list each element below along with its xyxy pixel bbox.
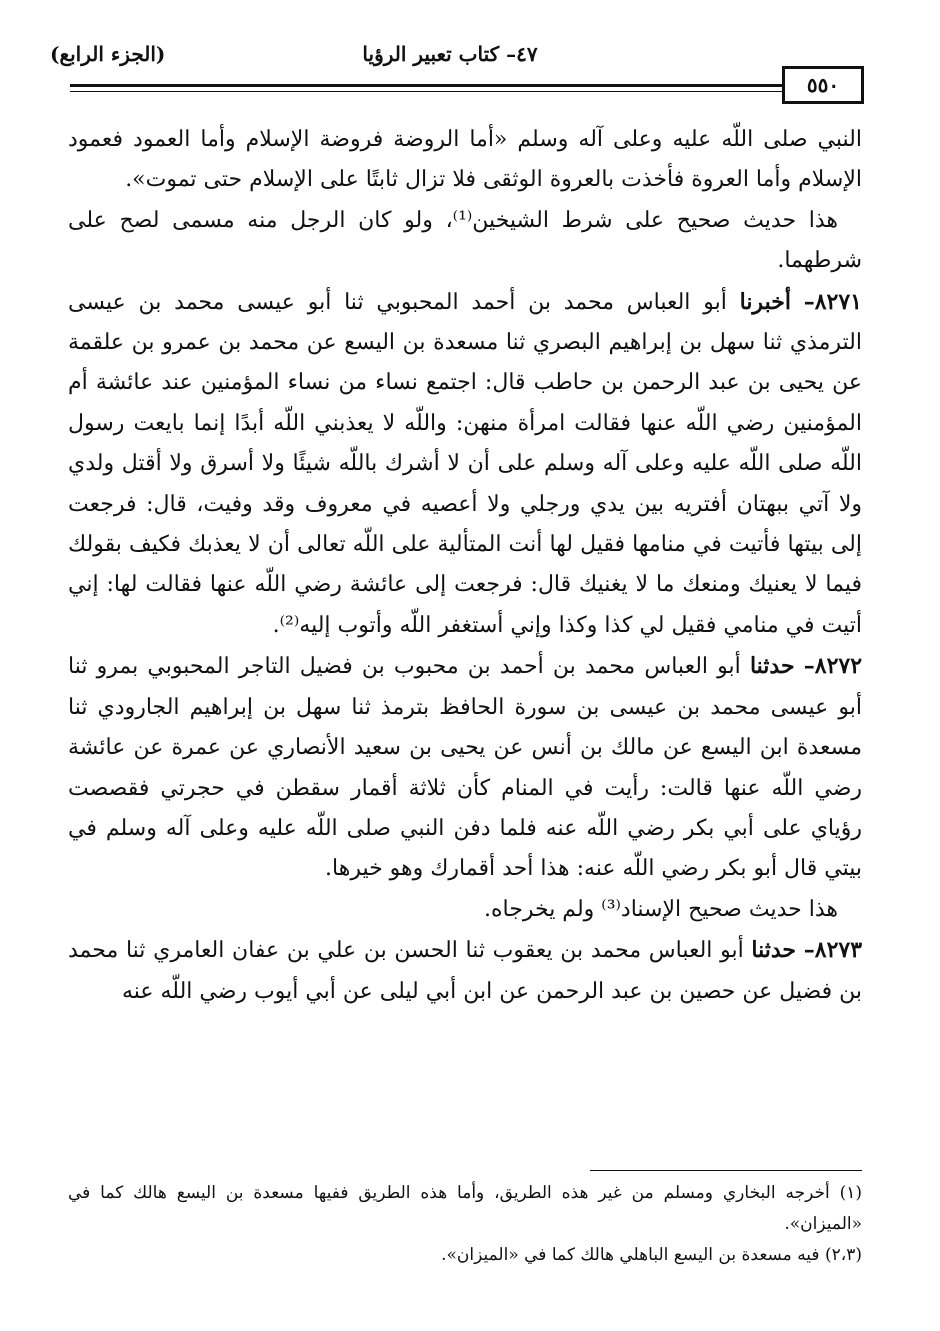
footnotes <box>68 1178 862 1271</box>
footnote-rule <box>590 1170 862 1171</box>
hadith-8272 <box>68 646 862 889</box>
paragraph-grading-1: هذا حديث صحيح على شرط الشيخين⁽¹⁾، ولو كان الرجل منه مسمى لصح على شرطهما. <box>68 207 862 274</box>
hadith-number: ٨٢٧١– <box>803 288 862 315</box>
hadith-text: أبو العباس محمد بن أحمد بن محبوب بن فضيل التاجر المحبوبي بمرو ثنا أبو عيسى محمد بن عيسى بن سورة الحافظ بترمذ ثنا سهل بن إبراهيم الجارودي ثنا مسعدة ابن اليسع عن مالك بن أنس عن يحيى بن سعيد الأنصاري عن عمرة عن عائشة رضي اللّه عنها قالت: رأيت في المنام كأن ثلاثة أقمار سقطن في حجرتي فقصصت رؤياي على أبي بكر رضي اللّه عنه فلما دفن النبي صلى اللّه عليه وعلى آله وسلم في بيتي قال أبو بكر رضي اللّه عنه: هذا أحد أقمارك وهو خيرها. <box>68 654 862 882</box>
volume-label: (الجزء الرابع) <box>50 42 166 66</box>
hadith-lead-word: أخبرنا <box>739 288 791 315</box>
hadith-number: ٨٢٧٢– <box>803 653 863 680</box>
header-rule-thick <box>70 84 858 87</box>
hadith-8271 <box>68 282 862 647</box>
hadith-text: أبو العباس محمد بن أحمد المحبوبي ثنا أبو عيسى محمد بن عيسى الترمذي ثنا سهل بن إبراهيم البصري ثنا مسعدة بن اليسع عن محمد بن عمرو بن علقمة عن يحيى بن عبد الرحمن بن حاطب قال: اجتمع نساء من نساء المؤمنين عند عائشة أم المؤمنين رضي اللّه عنها فقالت امرأة منهن: واللّه لا يعذبني اللّه أبدًا إنما بايعت رسول اللّه صلى اللّه عليه وعلى آله وسلم على أن لا أشرك باللّه شيئًا ولا أسرق ولا أقتل ولدي ولا آتي ببهتان أفتريه بين يدي ورجلي ولا أعصيه في معروف وقد وفيت، قال: فرجعت إلى بيتها فأتيت في منامها فقيل لها أنت المتألية على اللّه تعالى أن لا يعذبك فكيف بقولك فيما لا يعنيك ومنعك ما لا يغنيك قال: فرجعت إلى عائشة رضي اللّه عنها فقالت لها: إني أتيت في منامي فقيل لي كذا وكذا وإني أستغفر اللّه وأتوب إليه⁽²⁾. <box>68 289 862 638</box>
hadith-8273 <box>68 930 862 1012</box>
running-header <box>40 40 860 76</box>
footnote-1: (١) أخرجه البخاري ومسلم من غير هذه الطريق، وأما هذه الطريق ففيها مسعدة بن اليسع هالك كما في «الميزان». <box>68 1183 862 1234</box>
chapter-title: ٤٧– كتاب تعبير الرؤيا <box>362 42 538 66</box>
paragraph-continuation: النبي صلى اللّه عليه وعلى آله وسلم «أما الروضة فروضة الإسلام وأما العمود فعمود الإسلام وأما العروة فأخذت بالعروة الوثقى فلا تزال ثابتًا على الإسلام حتى تموت». <box>68 127 862 193</box>
footnote-2-3: (٢،٣) فيه مسعدة بن اليسع الباهلي هالك كما في «الميزان». <box>441 1245 862 1265</box>
hadith-text: أبو العباس محمد بن يعقوب ثنا الحسن بن علي بن عفان العامري ثنا محمد بن فضيل عن حصين بن عبد الرحمن عن ابن أبي ليلى عن أبي أيوب رضي اللّه عنه <box>68 938 862 1004</box>
hadith-lead-word: حدثنا <box>751 937 797 964</box>
header-rule-thin <box>70 91 858 92</box>
main-text <box>68 120 862 1012</box>
paragraph-grading-2: هذا حديث صحيح الإسناد⁽³⁾ ولم يخرجاه. <box>484 896 838 922</box>
page-number-box: ٥٥٠ <box>782 66 864 104</box>
hadith-lead-word: حدثنا <box>749 653 795 680</box>
hadith-number: ٨٢٧٣– <box>803 937 863 964</box>
